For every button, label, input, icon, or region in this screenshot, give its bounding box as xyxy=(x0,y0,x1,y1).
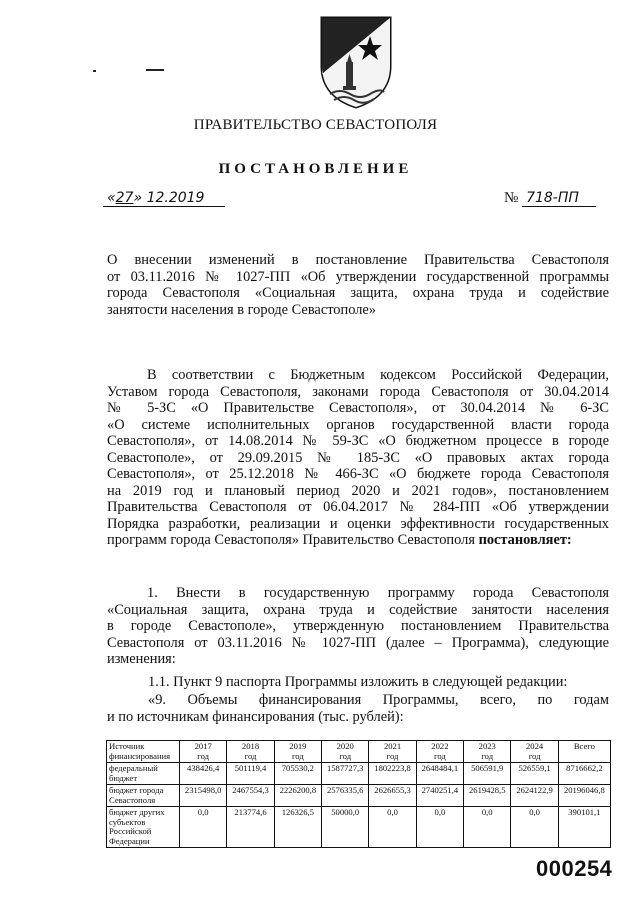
sevastopol-coat-of-arms xyxy=(318,14,394,110)
cell-value: 2624122,9 xyxy=(511,785,558,807)
table-header-row xyxy=(107,741,611,763)
cell-value: 2626655,3 xyxy=(369,785,416,807)
cell-value: 2740251,4 xyxy=(416,785,463,807)
basis-line: Порядка разработки, реализации и оценки эффективности государственных xyxy=(107,515,609,532)
cell-value: 2648484,1 xyxy=(416,763,463,785)
government-title: ПРАВИТЕЛЬСТВО СЕВАСТОПОЛЯ xyxy=(193,117,438,133)
basis-line: на 2019 год и плановый период 2020 и 2021 годов», постановлением xyxy=(107,482,609,499)
subject-line: города Севастополя «Социальная защита, охрана труда и содействие xyxy=(107,285,609,301)
cell-value: 2467554,3 xyxy=(227,785,274,807)
document-number xyxy=(504,190,596,207)
table-row xyxy=(107,807,611,848)
resolves-verb: постановляет: xyxy=(478,532,572,548)
cell-value: 0,0 xyxy=(416,807,463,848)
document-type: ПОСТАНОВЛЕНИЕ xyxy=(218,161,413,177)
cell-value: 213774,6 xyxy=(227,807,274,848)
cell-value: 506591,9 xyxy=(464,763,511,785)
column-header-year: 2019 год xyxy=(274,741,321,763)
column-header-year: 2023 год xyxy=(464,741,511,763)
column-header-year: 2022 год xyxy=(416,741,463,763)
cell-value: 2619428,5 xyxy=(464,785,511,807)
column-header-year: 2024 год xyxy=(511,741,558,763)
cell-value: 526559,1 xyxy=(511,763,558,785)
cell-value: 438426,4 xyxy=(180,763,227,785)
item9-line: «9. Объемы финансирования Программы, всего, по годам xyxy=(148,692,609,708)
table-row xyxy=(107,763,611,785)
row-source: федеральный бюджет xyxy=(107,763,180,785)
basis-line: Севастополя», от 14.08.2014 № 59-ЗС «О бюджетном процессе в городе xyxy=(107,433,609,449)
subject-line: от 03.11.2016 № 1027-ПП «Об утверждении государственной программы xyxy=(107,268,609,285)
table-row xyxy=(107,785,611,807)
cell-value: 2576335,6 xyxy=(322,785,369,807)
date-value: «27» 12.2019 xyxy=(103,190,225,207)
legal-basis-paragraph xyxy=(107,367,609,549)
cell-value: 1802223,8 xyxy=(369,763,416,785)
subject-line: О внесении изменений в постановление Правительства Севастополя xyxy=(107,252,609,268)
cell-total: 20196046,8 xyxy=(558,785,610,807)
basis-line: Севастополя», от 25.12.2018 № 466-ЗС «О бюджете города Севастополя xyxy=(107,466,609,482)
cell-value: 2315498,0 xyxy=(180,785,227,807)
row-source: бюджет других субъектов Российской Федерации xyxy=(107,807,180,848)
cell-value: 0,0 xyxy=(369,807,416,848)
cell-value: 50000,0 xyxy=(322,807,369,848)
item1-line: в городе Севастополе», утвержденную постановлением Правительства xyxy=(107,618,609,634)
basis-line: Правительства Севастополя от 06.04.2017 № 284-ПП «Об утверждении xyxy=(107,499,609,515)
item1-line: изменения: xyxy=(107,651,176,667)
resolution-subject xyxy=(107,252,609,318)
item1-line: Севастополя от 03.11.2016 № 1027-ПП (далее – Программа), следующие xyxy=(107,634,609,651)
basis-line: № 5-ЗС «О Правительстве Севастополя», от 30.04.2014 № 6-ЗС xyxy=(107,400,609,416)
scan-speck xyxy=(146,69,164,71)
item-1-1-text: 1.1. Пункт 9 паспорта Программы изложить в следующей редакции: xyxy=(148,674,568,690)
serial-number: 000254 xyxy=(536,856,613,881)
financing-table xyxy=(106,740,611,848)
basis-line: Уставом города Севастополя, законами города Севастополя от 30.04.2014 xyxy=(107,383,609,400)
cell-value: 1587727,3 xyxy=(322,763,369,785)
cell-value: 126326,5 xyxy=(274,807,321,848)
cell-value: 0,0 xyxy=(511,807,558,848)
subject-line: занятости населения в городе Севастополе» xyxy=(107,301,376,318)
basis-line: Севастополе», от 29.09.2015 № 185-ЗС «О правовых актах города xyxy=(107,449,609,466)
cell-value: 2226200,8 xyxy=(274,785,321,807)
column-header-year: 2021 год xyxy=(369,741,416,763)
basis-line: «О системе исполнительных органов государственной власти города xyxy=(107,416,609,433)
column-header-source: Источник финансирования xyxy=(107,741,180,763)
cell-value: 501119,4 xyxy=(227,763,274,785)
basis-line: В соответствии с Бюджетным кодексом Российской Федерации, xyxy=(147,367,609,383)
item-9-heading xyxy=(107,692,609,725)
item1-line: «Социальная защита, охрана труда и содействие занятости населения xyxy=(107,601,609,618)
row-source: бюджет города Севастополя xyxy=(107,785,180,807)
number-value: 718-ПП xyxy=(522,190,596,207)
column-header-year: 2018 год xyxy=(227,741,274,763)
scan-speck xyxy=(93,70,96,72)
document-date xyxy=(103,190,225,207)
number-label: № xyxy=(504,190,519,206)
column-header-year: 2020 год xyxy=(322,741,369,763)
cell-value: 0,0 xyxy=(464,807,511,848)
basis-line: программ города Севастополя» Правительство Севастополя постановляет: xyxy=(107,532,572,548)
item1-line: 1. Внести в государственную программу города Севастополя xyxy=(147,585,609,601)
item-1-paragraph xyxy=(107,585,609,668)
cell-total: 390101,1 xyxy=(558,807,610,848)
cell-value: 705530,2 xyxy=(274,763,321,785)
column-header-total: Всего xyxy=(558,741,610,763)
cell-total: 8716662,2 xyxy=(558,763,610,785)
item9-line: и по источникам финансирования (тыс. рублей): xyxy=(107,708,404,725)
column-header-year: 2017 год xyxy=(180,741,227,763)
cell-value: 0,0 xyxy=(180,807,227,848)
